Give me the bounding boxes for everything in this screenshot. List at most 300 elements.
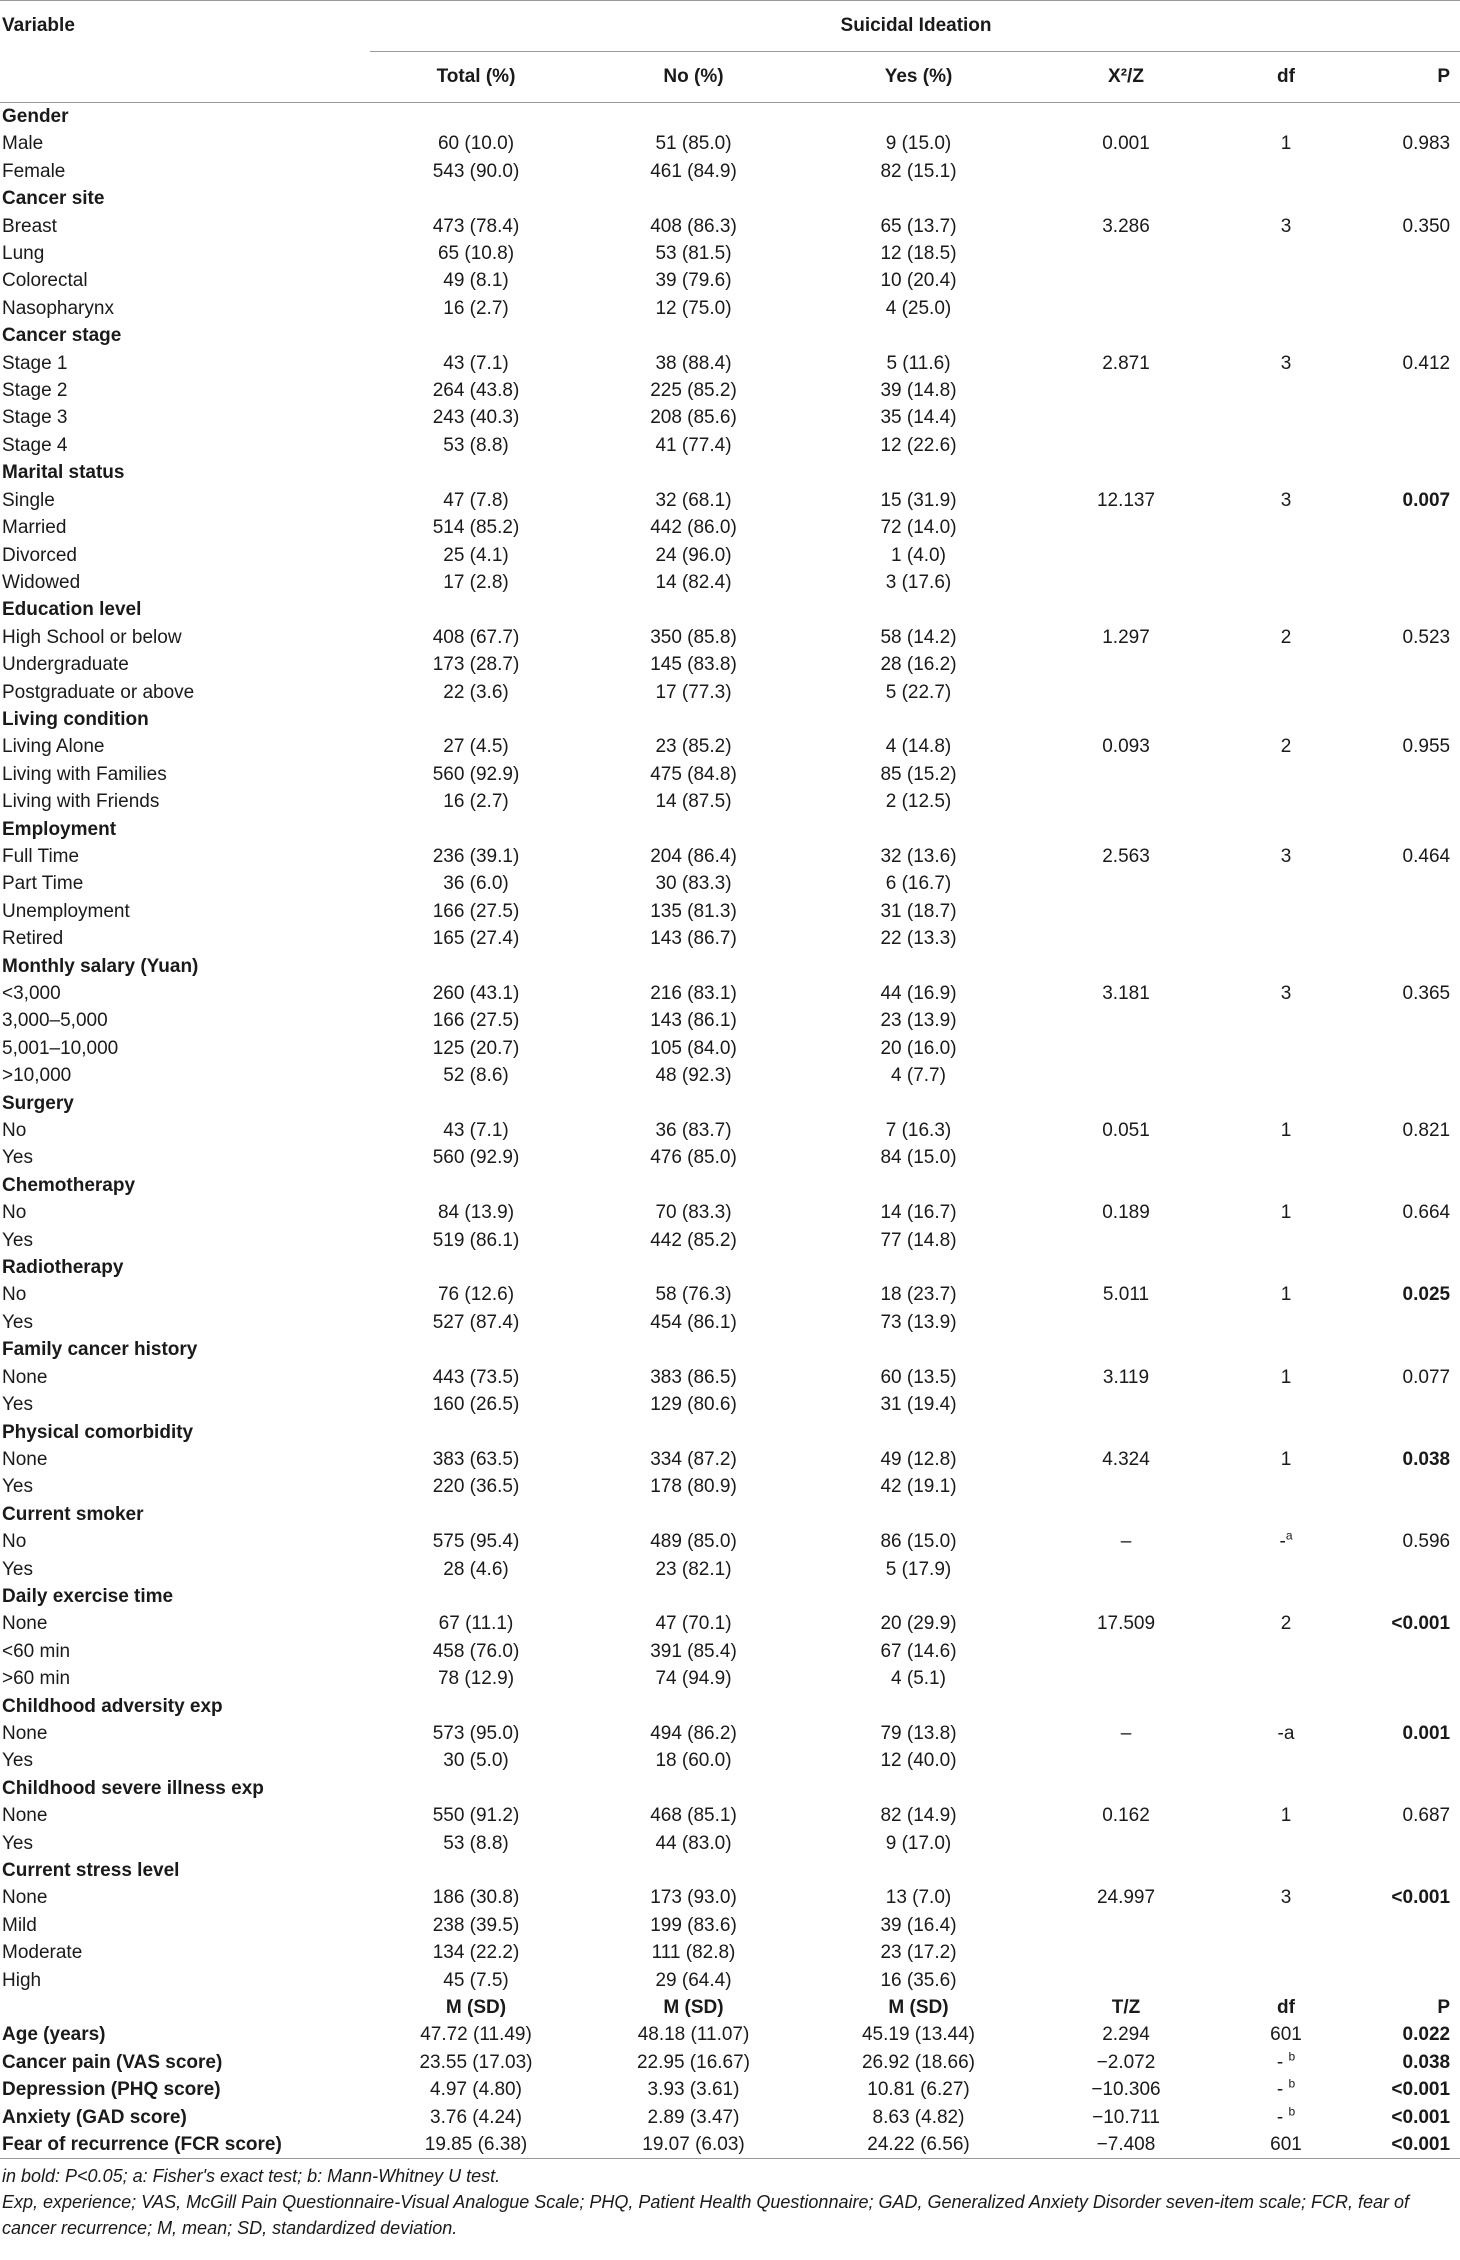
p-cell	[1350, 1035, 1460, 1062]
no-cell: 41 (77.4)	[655, 434, 732, 456]
yes-cell: 18 (23.7)	[880, 1284, 957, 1306]
stat-cell: −10.711	[1092, 2106, 1160, 2128]
total-cell: 30 (5.0)	[443, 1750, 509, 1772]
total-cell: 458 (76.0)	[432, 1640, 520, 1662]
section-header-row	[0, 596, 1460, 623]
section-header-row	[0, 1775, 1460, 1802]
stat-cell: 2.294	[1102, 2024, 1150, 2046]
row-label: Yes	[2, 1750, 33, 1772]
continuous-row	[0, 2131, 1460, 2159]
section-title: Monthly salary (Yuan)	[2, 955, 199, 977]
total-cell: 67 (11.1)	[438, 1613, 514, 1635]
row-label: Stage 4	[2, 434, 68, 456]
no-cell: 58 (76.3)	[655, 1284, 732, 1306]
table-row	[0, 514, 1460, 541]
row-label: >10,000	[2, 1065, 72, 1087]
row-label: Male	[2, 133, 44, 155]
df-cell	[1220, 1007, 1350, 1034]
p-cell	[1350, 1227, 1460, 1254]
p-cell	[1350, 651, 1460, 678]
p-cell: 0.007	[1402, 489, 1451, 511]
p-cell	[1350, 1967, 1460, 1994]
no-cell: 23 (85.2)	[655, 736, 732, 758]
p-cell: 0.464	[1402, 845, 1451, 867]
df-value: 3	[1280, 983, 1292, 1004]
df-cell	[1220, 542, 1350, 569]
yes-cell: 31 (19.4)	[880, 1394, 957, 1416]
stat-cell	[1030, 377, 1220, 404]
df-cell	[1220, 1391, 1350, 1418]
df-cell	[1220, 788, 1350, 815]
no-cell: 39 (79.6)	[655, 270, 732, 292]
df-value: 3	[1280, 845, 1292, 867]
df-cell	[1220, 1281, 1350, 1308]
total-cell: 16 (2.7)	[443, 791, 509, 813]
df-cell	[1220, 1227, 1350, 1254]
no-cell: 14 (82.4)	[655, 571, 732, 593]
table-row	[0, 1227, 1460, 1254]
stat-cell	[1030, 1830, 1220, 1857]
stat-cell	[1030, 651, 1220, 678]
p-cell: 0.022	[1402, 2024, 1451, 2046]
df-value: 3	[1280, 352, 1292, 374]
p-cell	[1350, 1665, 1460, 1692]
yes-cell: 13 (7.0)	[885, 1887, 952, 1909]
stat-cell	[1030, 1967, 1220, 1994]
no-cell: 48 (92.3)	[655, 1065, 732, 1087]
continuous-col-header: M (SD)	[445, 1997, 507, 2019]
footnote-legend: in bold: P<0.05; a: Fisher's exact test; b: Mann-Whitney U test.	[2, 2166, 501, 2187]
df-cell	[1220, 404, 1350, 431]
no-cell: 38 (88.4)	[655, 352, 732, 374]
p-cell	[1350, 1007, 1460, 1034]
total-cell: 514 (85.2)	[432, 517, 520, 539]
p-cell	[1350, 377, 1460, 404]
df-value: -	[1276, 2106, 1289, 2128]
no-cell: 51 (85.0)	[655, 133, 732, 155]
p-cell: 0.412	[1402, 352, 1451, 374]
col-header-p: P	[1350, 52, 1460, 103]
stat-cell: −10.306	[1091, 2079, 1161, 2101]
stat-cell	[1030, 295, 1220, 322]
table-row	[0, 1391, 1460, 1418]
p-cell	[1350, 1473, 1460, 1500]
row-label: Living with Families	[2, 763, 167, 785]
no-cell: 23 (82.1)	[655, 1558, 732, 1580]
total-cell: 443 (73.5)	[432, 1366, 520, 1388]
stat-cell	[1030, 404, 1220, 431]
stat-cell: 0.189	[1102, 1202, 1150, 1224]
df-cell	[1220, 1309, 1350, 1336]
df-footnote-marker: b	[1288, 2076, 1296, 2091]
table-row	[0, 487, 1460, 514]
continuous-col-header: M (SD)	[663, 1997, 724, 2019]
continuous-row	[0, 2104, 1460, 2131]
row-label: Mild	[2, 1914, 37, 1936]
stat-cell	[1030, 1309, 1220, 1336]
row-label: High School or below	[2, 626, 182, 648]
table-row	[0, 1747, 1460, 1774]
section-title: Gender	[2, 106, 69, 127]
section-header-row	[0, 1501, 1460, 1528]
df-cell	[1220, 679, 1350, 706]
df-cell	[1220, 843, 1350, 870]
p-cell	[1350, 295, 1460, 322]
table-row	[0, 1473, 1460, 1500]
section-header-row	[0, 1336, 1460, 1363]
yes-cell: 23 (17.2)	[880, 1942, 957, 1964]
footnote-abbreviations: Exp, experience; VAS, McGill Pain Questionnaire-Visual Analogue Scale; PHQ, Patient Health Questionnaire; GAD, Generalized Anxiety Disorder seven-item scale; FCR, fear of cancer recurrence; M, mean; SD, standardized deviation.	[2, 2192, 1409, 2239]
no-cell: 199 (83.6)	[650, 1914, 737, 1936]
row-label: No	[2, 1531, 27, 1553]
df-cell	[1220, 733, 1350, 760]
table-row	[0, 1665, 1460, 1692]
table-row	[0, 404, 1460, 431]
row-label: Divorced	[2, 544, 77, 566]
no-cell: 48.18 (11.07)	[637, 2024, 750, 2046]
row-label: High	[2, 1969, 42, 1991]
p-cell: 0.025	[1402, 1284, 1451, 1306]
stat-cell: 2.871	[1102, 352, 1150, 374]
row-label: None	[2, 1722, 48, 1744]
table-row	[0, 980, 1460, 1007]
no-cell: 3.93 (3.61)	[647, 2079, 740, 2101]
total-cell: 264 (43.8)	[432, 380, 520, 402]
p-cell: 0.038	[1402, 2051, 1451, 2073]
section-header-row	[0, 322, 1460, 349]
yes-cell: 79 (13.8)	[880, 1722, 957, 1744]
yes-cell: 15 (31.9)	[880, 489, 957, 511]
section-header-row	[0, 1090, 1460, 1117]
no-cell: 468 (85.1)	[650, 1805, 737, 1827]
stat-cell	[1030, 1912, 1220, 1939]
yes-cell: 85 (15.2)	[880, 763, 957, 785]
no-cell: 216 (83.1)	[650, 983, 737, 1004]
p-cell	[1350, 1391, 1460, 1418]
section-header-row	[0, 816, 1460, 843]
p-cell: 0.983	[1402, 133, 1451, 155]
total-cell: 134 (22.2)	[432, 1942, 520, 1964]
row-label: Living with Friends	[2, 791, 160, 813]
total-cell: 23.55 (17.03)	[419, 2051, 533, 2073]
yes-cell: 4 (25.0)	[885, 297, 952, 319]
df-cell	[1220, 487, 1350, 514]
no-cell: 111 (82.8)	[651, 1942, 736, 1964]
p-cell	[1350, 240, 1460, 267]
no-cell: 18 (60.0)	[655, 1750, 732, 1772]
stat-cell: 17.509	[1096, 1613, 1156, 1635]
df-value: 2	[1280, 1613, 1292, 1635]
p-cell: 0.523	[1402, 626, 1451, 648]
stat-cell: 0.051	[1102, 1120, 1150, 1142]
yes-cell: 35 (14.4)	[880, 407, 957, 429]
df-cell	[1220, 1035, 1350, 1062]
col-header-yes: Yes (%)	[805, 52, 1030, 103]
total-cell: 53 (8.8)	[443, 1832, 509, 1854]
yes-cell: 58 (14.2)	[880, 626, 957, 648]
table-row	[0, 1446, 1460, 1473]
total-cell: 243 (40.3)	[432, 407, 520, 429]
table-row	[0, 898, 1460, 925]
no-cell: 22.95 (16.67)	[636, 2051, 751, 2073]
p-cell: 0.955	[1402, 736, 1451, 758]
p-cell	[1350, 679, 1460, 706]
df-value: 601	[1270, 2024, 1302, 2046]
section-header-row	[0, 1172, 1460, 1199]
df-cell	[1220, 651, 1350, 678]
df-cell	[1220, 1802, 1350, 1829]
col-header-no: No (%)	[580, 52, 805, 103]
row-label: >60 min	[2, 1668, 71, 1690]
suicidal-ideation-header: Suicidal Ideation	[370, 1, 1460, 52]
col-header-total: Total (%)	[370, 52, 580, 103]
yes-cell: 7 (16.3)	[885, 1120, 952, 1142]
yes-cell: 72 (14.0)	[880, 517, 957, 539]
row-label: None	[2, 1613, 48, 1635]
yes-cell: 3 (17.6)	[885, 571, 952, 593]
section-header-row	[0, 1254, 1460, 1281]
table-row	[0, 267, 1460, 294]
df-cell	[1220, 2104, 1350, 2131]
yes-cell: 5 (22.7)	[885, 681, 952, 703]
section-title: Surgery	[2, 1092, 74, 1114]
p-cell: <0.001	[1391, 1887, 1451, 1909]
stat-cell	[1030, 1747, 1220, 1774]
yes-cell: 20 (16.0)	[880, 1037, 957, 1059]
p-cell	[1350, 925, 1460, 952]
df-cell	[1220, 1446, 1350, 1473]
df-footnote-marker: b	[1288, 2104, 1296, 2119]
header-row-columns	[0, 52, 1460, 103]
p-cell: 0.365	[1402, 983, 1451, 1004]
no-cell: 350 (85.8)	[650, 626, 737, 648]
table-row	[0, 843, 1460, 870]
total-cell: 575 (95.4)	[432, 1531, 520, 1553]
stat-cell: 3.119	[1102, 1366, 1150, 1388]
df-cell	[1220, 1665, 1350, 1692]
stat-cell: 2.563	[1102, 845, 1150, 867]
no-cell: 334 (87.2)	[650, 1448, 737, 1470]
p-cell: 0.596	[1402, 1531, 1451, 1553]
df-cell	[1220, 1720, 1350, 1747]
table-row	[0, 240, 1460, 267]
df-cell	[1220, 1364, 1350, 1391]
p-cell	[1350, 404, 1460, 431]
row-label: Unemployment	[2, 900, 130, 922]
row-label: Nasopharynx	[2, 297, 114, 319]
total-cell: 3.76 (4.24)	[430, 2106, 522, 2128]
yes-cell: 1 (4.0)	[891, 544, 946, 566]
table-row	[0, 870, 1460, 897]
stat-cell	[1030, 1556, 1220, 1583]
row-label: Cancer pain (VAS score)	[2, 2051, 223, 2073]
df-cell	[1220, 980, 1350, 1007]
section-title: Childhood adversity exp	[2, 1695, 223, 1717]
yes-cell: 12 (18.5)	[880, 243, 957, 265]
table-row	[0, 213, 1460, 240]
p-cell	[1350, 1309, 1460, 1336]
yes-cell: 20 (29.9)	[880, 1613, 957, 1635]
p-cell	[1350, 514, 1460, 541]
table-row	[0, 1802, 1460, 1829]
section-title: Marital status	[2, 462, 125, 484]
df-cell	[1220, 569, 1350, 596]
yes-cell: 86 (15.0)	[880, 1531, 957, 1553]
table-row	[0, 624, 1460, 651]
stat-cell	[1030, 761, 1220, 788]
p-cell	[1350, 1062, 1460, 1089]
total-cell: 560 (92.9)	[432, 1147, 520, 1169]
continuous-row	[0, 2076, 1460, 2103]
p-cell	[1350, 761, 1460, 788]
row-label: Fear of recurrence (FCR score)	[0, 2131, 370, 2159]
stat-cell: 1.297	[1102, 626, 1150, 648]
total-cell: 65 (10.8)	[437, 243, 515, 265]
table-row	[0, 1007, 1460, 1034]
table-row	[0, 679, 1460, 706]
row-label: Yes	[2, 1558, 33, 1580]
section-header-row	[0, 1693, 1460, 1720]
no-cell: 47 (70.1)	[655, 1613, 732, 1635]
no-cell: 29 (64.4)	[655, 1969, 732, 1991]
total-cell: 22 (3.6)	[443, 681, 509, 703]
table-row	[0, 542, 1460, 569]
p-cell	[1350, 1144, 1460, 1171]
p-cell	[1350, 1830, 1460, 1857]
no-cell: 208 (85.6)	[650, 407, 737, 429]
row-label: No	[2, 1120, 27, 1142]
stat-cell	[1030, 788, 1220, 815]
stat-cell	[1030, 1665, 1220, 1692]
df-cell	[1220, 1747, 1350, 1774]
section-title: Family cancer history	[2, 1339, 198, 1361]
row-label: Depression (PHQ score)	[2, 2079, 221, 2101]
table-row	[0, 1199, 1460, 1226]
df-cell	[1220, 1884, 1350, 1911]
yes-cell: 32 (13.6)	[880, 845, 957, 867]
no-cell: 475 (84.8)	[650, 763, 737, 785]
stat-cell	[1030, 925, 1220, 952]
variable-header: Variable	[0, 1, 370, 52]
row-label: 5,001–10,000	[2, 1037, 119, 1059]
p-cell	[1350, 898, 1460, 925]
stat-cell	[1030, 158, 1220, 185]
row-label: None	[2, 1805, 48, 1827]
row-label: None	[2, 1448, 48, 1470]
table-row	[0, 377, 1460, 404]
table-row	[0, 733, 1460, 760]
p-cell: 0.664	[1402, 1202, 1451, 1224]
df-value: 601	[1270, 2134, 1302, 2156]
section-title: Cancer stage	[2, 325, 122, 347]
total-cell: 52 (8.6)	[443, 1065, 509, 1087]
yes-cell: 4 (5.1)	[891, 1668, 946, 1690]
row-label: Full Time	[2, 845, 80, 867]
df-cell	[1220, 130, 1350, 157]
df-cell	[1220, 2021, 1350, 2048]
yes-cell: 5 (17.9)	[885, 1558, 952, 1580]
yes-cell: 2 (12.5)	[885, 791, 952, 813]
p-cell: 0.077	[1402, 1366, 1451, 1388]
yes-cell: 82 (14.9)	[880, 1805, 957, 1827]
yes-cell: 23 (13.9)	[880, 1010, 957, 1032]
yes-cell: 6 (16.7)	[885, 873, 952, 895]
section-header-row	[0, 459, 1460, 486]
total-cell: 43 (7.1)	[443, 352, 509, 374]
no-cell: 143 (86.7)	[650, 928, 737, 950]
table-row	[0, 925, 1460, 952]
total-cell: 160 (26.5)	[432, 1394, 520, 1416]
total-cell: 17 (2.8)	[443, 571, 509, 593]
no-cell: 489 (85.0)	[650, 1531, 737, 1553]
stat-cell	[1030, 898, 1220, 925]
yes-cell: 9 (15.0)	[885, 133, 952, 155]
df-cell	[1220, 1199, 1350, 1226]
df-value: 2	[1280, 736, 1292, 758]
df-cell	[1220, 1638, 1350, 1665]
total-cell: 220 (36.5)	[432, 1476, 520, 1498]
yes-cell: 22 (13.3)	[880, 928, 957, 950]
yes-cell: 28 (16.2)	[880, 654, 957, 676]
stat-cell	[1030, 542, 1220, 569]
no-cell: 173 (93.0)	[650, 1887, 737, 1909]
no-cell: 24 (96.0)	[655, 544, 732, 566]
total-cell: 84 (13.9)	[437, 1202, 515, 1224]
total-cell: 238 (39.5)	[432, 1914, 520, 1936]
no-cell: 135 (81.3)	[650, 900, 737, 922]
no-cell: 36 (83.7)	[655, 1120, 732, 1142]
section-header-row	[0, 1419, 1460, 1446]
df-cell	[1220, 1967, 1350, 1994]
row-label: Living Alone	[2, 736, 105, 758]
stat-cell	[1030, 1391, 1220, 1418]
row-label: Stage 3	[2, 407, 68, 429]
no-cell: 383 (86.5)	[650, 1366, 737, 1388]
stat-cell	[1030, 514, 1220, 541]
stat-cell	[1030, 679, 1220, 706]
total-cell: 78 (12.9)	[437, 1668, 515, 1690]
df-cell	[1220, 870, 1350, 897]
continuous-row	[0, 2021, 1460, 2048]
df-cell	[1220, 2131, 1350, 2159]
df-cell	[1220, 2049, 1350, 2076]
yes-cell: 10.81 (6.27)	[867, 2079, 970, 2101]
table-row	[0, 295, 1460, 322]
p-cell: 0.821	[1402, 1120, 1451, 1142]
no-cell: 17 (77.3)	[655, 681, 732, 703]
total-cell: 527 (87.4)	[432, 1311, 520, 1333]
df-value: 1	[1280, 1120, 1292, 1142]
table-row	[0, 1638, 1460, 1665]
table-row	[0, 432, 1460, 459]
df-cell	[1220, 898, 1350, 925]
continuous-col-header: P	[1437, 1997, 1451, 2019]
df-value: 1	[1280, 133, 1292, 155]
row-label: Stage 1	[2, 352, 68, 374]
total-cell: 166 (27.5)	[432, 1010, 520, 1032]
yes-cell: 4 (7.7)	[891, 1065, 946, 1087]
section-header-row	[0, 103, 1460, 131]
no-cell: 391 (85.4)	[650, 1640, 737, 1662]
total-cell: 383 (63.5)	[432, 1448, 520, 1470]
p-cell	[1350, 788, 1460, 815]
total-cell: 16 (2.7)	[443, 297, 509, 319]
total-cell: 47 (7.8)	[443, 489, 509, 511]
yes-cell: 42 (19.1)	[880, 1476, 957, 1498]
stat-cell: 3.286	[1102, 215, 1150, 237]
yes-cell: 67 (14.6)	[880, 1640, 957, 1662]
df-value: -	[1276, 2051, 1289, 2073]
